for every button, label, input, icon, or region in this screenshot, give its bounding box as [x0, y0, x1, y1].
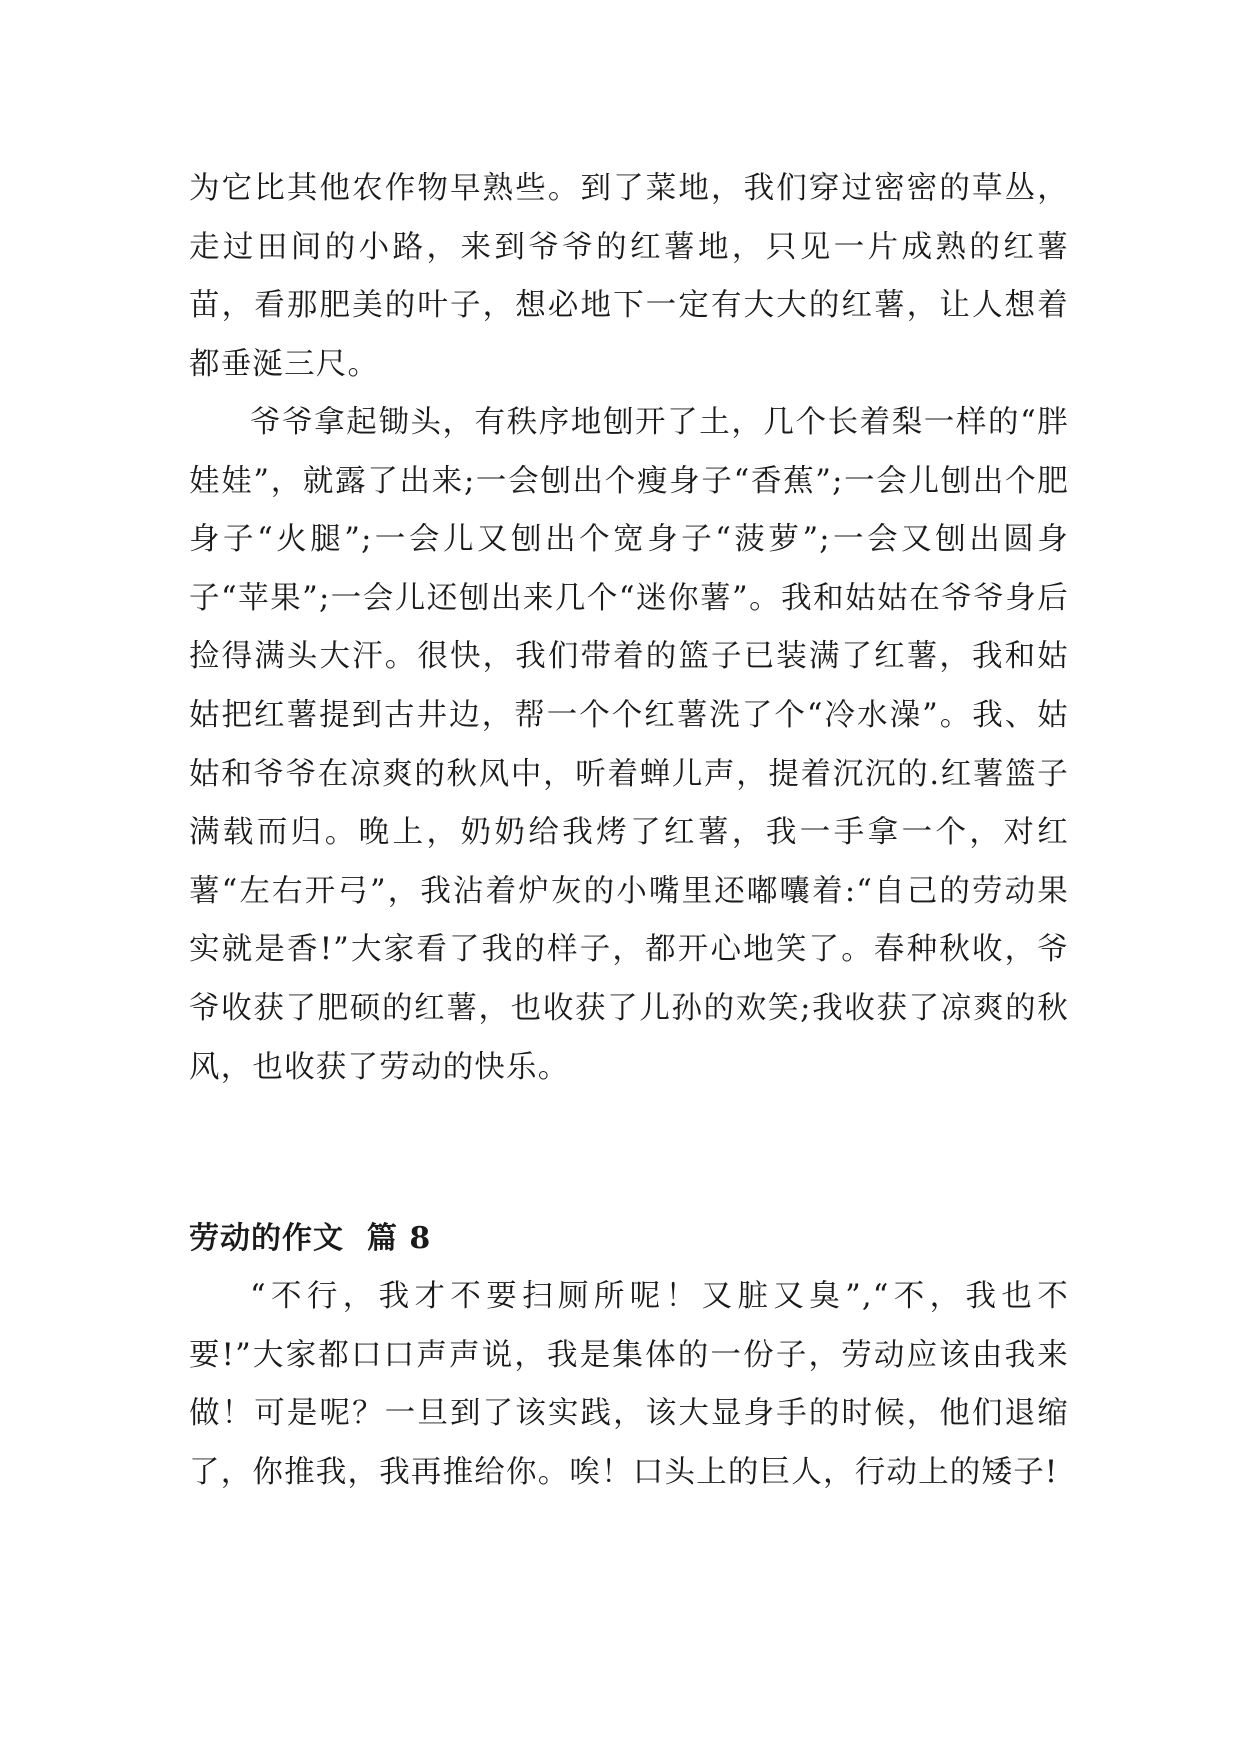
paragraph-digging-harvest: 爷爷拿起锄头，有秩序地刨开了土，几个长着梨一样的“胖娃娃”，就露了出来;一会刨出个瘦身子“香蕉”;一会儿刨出个肥身子“火腿”;一会儿又刨出个宽身子“菠萝”;一会又刨出圆身子“苹果”;一会儿还刨出来几个“迷你薯”。我和姑姑在爷爷身后捡得满头大汗。很快，我们带着的篮子已装满了红薯，我和姑姑把红薯提到古井边，帮一个个红薯洗了个“冷水澡”。我、姑姑和爷爷在凉爽的秋风中，听着蝉儿声，提着沉沉的.红薯篮子满载而归。晚上，奶奶给我烤了红薯，我一手拿一个，对红薯“左右开弓”，我沾着炉灰的小嘴里还嘟囔着:“自己的劳动果实就是香!”大家看了我的样子，都开心地笑了。春种秋收，爷爷收获了肥硕的红薯，也收获了儿孙的欢笑;我收获了凉爽的秋风，也收获了劳动的快乐。 — [189, 405, 1069, 1085]
paragraph-sweet-potato-field: 为它比其他农作物早熟些。到了菜地，我们穿过密密的草丛，走过田间的小路，来到爷爷的红薯地，只见一片成熟的红薯苗，看那肥美的叶子，想必地下一定有大大的红薯，让人想着都垂涎三尺。 — [189, 171, 1069, 382]
section-heading: 劳动的作文 篇 8 — [189, 1221, 432, 1256]
paragraph-cleaning-duty: “不行，我才不要扫厕所呢！又脏又臭”,“不，我也不要!”大家都口口声声说，我是集体的一份子，劳动应该由我来做！可是呢？一旦到了该实践，该大显身手的时候，他们退缩了，你推我，我再推给你。唉！口头上的巨人，行动上的矮子! — [189, 1279, 1069, 1490]
